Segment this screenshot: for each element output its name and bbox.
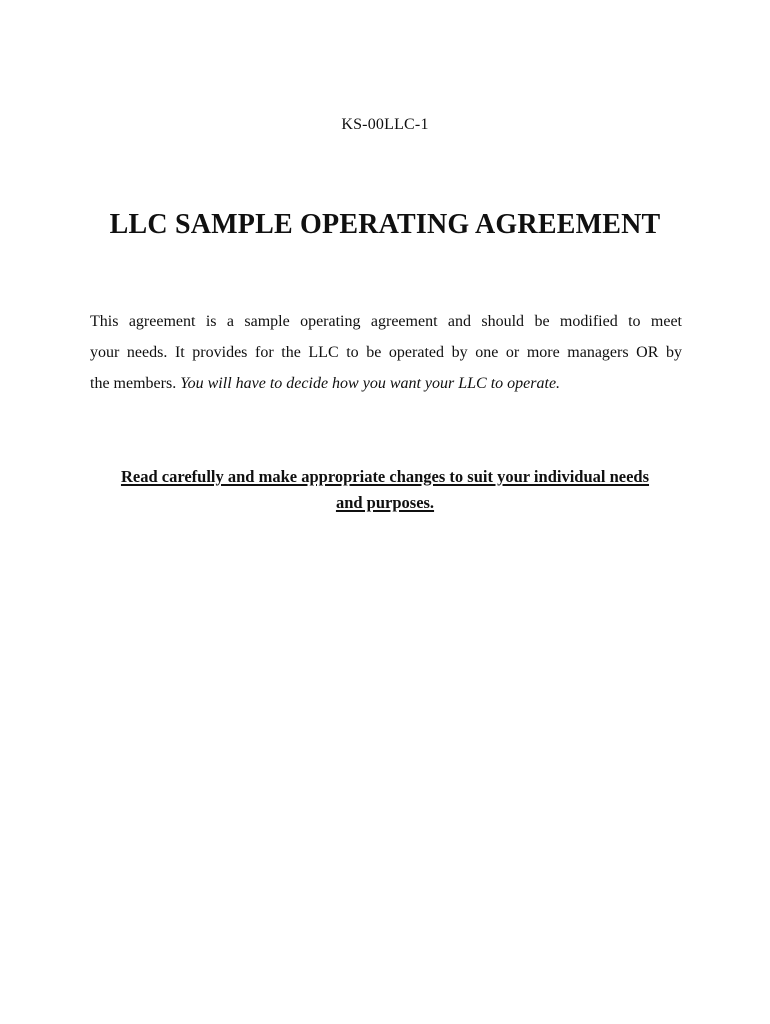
intro-paragraph [90, 306, 682, 399]
notice-line-1: Read carefully and make appropriate changes to suit your individual needs [120, 467, 650, 486]
intro-line-2: your needs. It provides for the LLC to be operated by one or more managers OR by [90, 344, 682, 361]
notice-line-2: and purposes. [335, 493, 435, 512]
document-title: LLC SAMPLE OPERATING AGREEMENT [109, 209, 661, 240]
intro-line-3-normal: the members. [90, 375, 181, 392]
intro-line-3 [90, 368, 682, 399]
intro-line-1: This agreement is a sample operating agreement and should be modified to meet [90, 313, 682, 330]
notice-block [40, 464, 730, 516]
form-code: KS-00LLC-1 [341, 116, 429, 133]
intro-line-3-italic: You will have to decide how you want your LLC to operate. [180, 375, 561, 392]
